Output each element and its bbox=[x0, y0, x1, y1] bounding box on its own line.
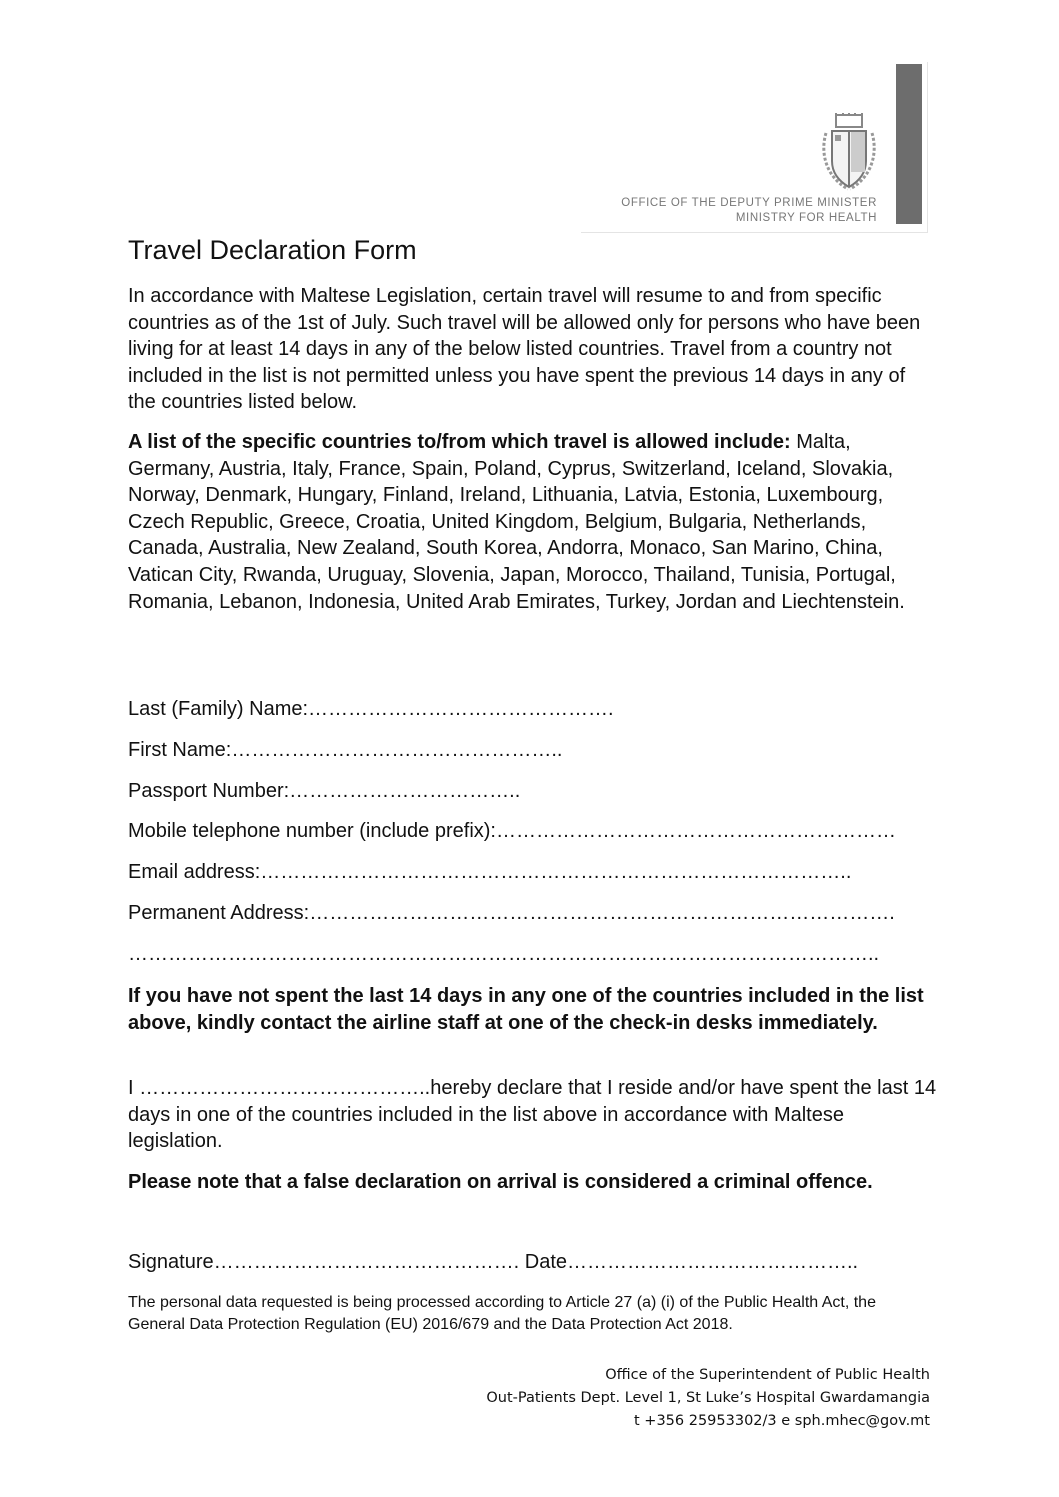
field-passport-number[interactable] bbox=[128, 780, 520, 803]
signature-date-row bbox=[128, 1251, 858, 1274]
warning-text: If you have not spent the last 14 days in any one of the countries included in the list above, kindly contact the airline staff at one of the check-in desks immediately. bbox=[128, 985, 924, 1034]
field-label: First Name: bbox=[128, 739, 232, 761]
signature-field[interactable]: ………………………………………. bbox=[213, 1251, 525, 1273]
footer-contact: t +356 25953302/3 e sph.mhec@gov.mt bbox=[634, 1413, 930, 1429]
field-leader[interactable]: …………………………….. bbox=[289, 780, 521, 802]
field-leader[interactable]: ……………………………………………………………………………. bbox=[309, 902, 895, 924]
field-label: Mobile telephone number (include prefix): bbox=[128, 820, 496, 842]
countries-heading: A list of the specific countries to/from which travel is allowed include: bbox=[128, 431, 791, 453]
office-name: OFFICE OF THE DEPUTY PRIME MINISTER bbox=[621, 197, 877, 209]
date-label: Date bbox=[524, 1251, 567, 1273]
date-field[interactable]: …………………………………….. bbox=[567, 1251, 859, 1273]
footer-address bbox=[486, 1364, 930, 1433]
field-label: Permanent Address: bbox=[128, 902, 310, 924]
field-last-name[interactable] bbox=[128, 698, 614, 721]
declaration-text: I ……………………………………..hereby declare that I reside and/or have spent the last 14 days in one of the countries included in the list above in accordance with Maltese legislation. bbox=[128, 1077, 937, 1153]
field-label: Email address: bbox=[128, 861, 261, 883]
page-title: Travel Declaration Form bbox=[128, 235, 417, 265]
intro-paragraph: In accordance with Maltese Legislation, certain travel will resume to and from specific countries as of the 1st of July. Such travel will be allowed only for persons who have been living for at least 14 days in any of the below listed countries. Travel from a country not included in the list is not permitted unless you have spent the previous 14 days in any of the countries listed below. bbox=[128, 285, 921, 414]
field-permanent-address[interactable] bbox=[128, 902, 895, 925]
signature-label: Signature bbox=[128, 1251, 214, 1273]
countries-paragraph bbox=[128, 429, 938, 615]
field-leader[interactable]: …………………………………………………… bbox=[495, 820, 896, 842]
field-label: Passport Number: bbox=[128, 780, 290, 802]
field-mobile-number[interactable] bbox=[128, 820, 896, 843]
field-address-line-2[interactable] bbox=[128, 943, 879, 966]
countries-list: Malta, Germany, Austria, Italy, France, Spain, Poland, Cyprus, Switzerland, Iceland, Slovakia, Norway, Denmark, Hungary, Finland, Ireland, Lithuania, Latvia, Estonia, Luxembourg, Czech Republic, Greece, Croatia, United Kingdom, Belgium, Bulgaria, Netherlands, Canada, Australia, New Zealand, South Korea, Andorra, Monaco, San Marino, China, Vatican City, Rwanda, Uruguay, Slovenia, Japan, Morocco, Thailand, Tunisia, Portugal, Romania, Lebanon, Indonesia, United Arab Emirates, Turkey, Jordan and Liechtenstein. bbox=[128, 431, 905, 613]
letterhead-bar bbox=[896, 64, 922, 224]
field-leader[interactable]: ………………………………………………………………………………………………….. bbox=[128, 943, 880, 965]
field-leader[interactable]: ………………………………………….. bbox=[231, 739, 563, 761]
malta-coat-of-arms-icon bbox=[818, 113, 880, 193]
ministry-name: MINISTRY FOR HEALTH bbox=[735, 212, 877, 224]
field-leader[interactable]: …………………………………………………………………………….. bbox=[260, 861, 852, 883]
field-label: Last (Family) Name: bbox=[128, 698, 309, 720]
footer-office: Office of the Superintendent of Public Health bbox=[605, 1367, 930, 1383]
field-first-name[interactable] bbox=[128, 739, 562, 762]
false-declaration-note: Please note that a false declaration on arrival is considered a criminal offence. bbox=[128, 1171, 873, 1193]
privacy-notice: The personal data requested is being processed according to Article 27 (a) (i) of the Public Health Act, the General Data Protection Regulation (EU) 2016/679 and the Data Protection Act 2018. bbox=[128, 1294, 876, 1333]
field-email[interactable] bbox=[128, 861, 851, 884]
field-leader[interactable]: ………………………………………. bbox=[308, 698, 614, 720]
footer-location: Out-Patients Dept. Level 1, St Luke’s Hospital Gwardamangia bbox=[486, 1390, 930, 1406]
